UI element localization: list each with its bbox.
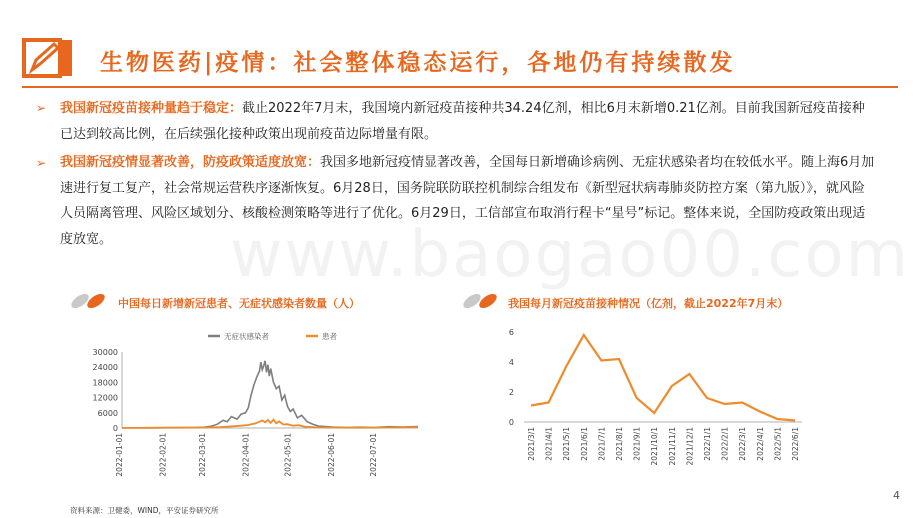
- edit-document-icon: [22, 38, 74, 80]
- x-tick-label: 2021/6/1: [579, 427, 589, 461]
- paragraph-body: 截止2022年7月末，我国境内新冠疫苗接种共34.24亿剂，相比6月末新增0.21亿剂。目前我国新冠疫苗接种已达到较高比例，在后续强化接种政策出现前疫苗边际增量有限。: [60, 101, 865, 142]
- x-tick-label: 2021/3/1: [527, 427, 537, 461]
- y-tick-label: 6: [508, 328, 514, 337]
- x-tick-label: 2022-01-01: [115, 433, 124, 477]
- x-tick-label: 2021/5/1: [562, 427, 572, 461]
- y-tick-label: 6000: [97, 408, 118, 418]
- x-tick-label: 2022-02-01: [158, 433, 168, 477]
- daily-cases-chart: [60, 318, 430, 478]
- x-tick-label: 2021/10/1: [650, 427, 660, 466]
- x-tick-label: 2021/11/1: [667, 427, 677, 466]
- chart-title-decoration-icon: [460, 292, 504, 310]
- source-note: 资料来源：卫健委，WIND，平安证券研究所: [70, 506, 219, 515]
- x-tick-label: 2021/12/1: [685, 427, 695, 466]
- x-tick-label: 2022-03-01: [197, 433, 207, 477]
- x-tick-label: 2022/4/1: [755, 427, 765, 461]
- bullet-arrow-icon: ➢: [36, 156, 47, 170]
- y-tick-label: 30000: [92, 348, 118, 357]
- chart-title-vaccination: 我国每月新冠疫苗接种情况（亿剂，截止2022年7月末）: [508, 297, 789, 310]
- page-title: 生物医药|疫情：社会整体稳态运行，各地仍有持续散发: [100, 49, 736, 76]
- page-number: 4: [893, 489, 900, 502]
- y-tick-label: 4: [508, 358, 514, 367]
- x-tick-label: 2022/1/1: [702, 427, 712, 461]
- y-tick-label: 24000: [92, 363, 118, 373]
- bullet-arrow-icon: ➢: [36, 101, 47, 115]
- x-tick-label: 2022-07-01: [368, 433, 378, 477]
- x-tick-label: 2022/3/1: [738, 427, 748, 461]
- series-line-asymptomatic: [122, 361, 418, 428]
- x-tick-label: 2022-06-01: [326, 433, 336, 477]
- paragraph-lead: 我国新冠疫情显著改善，防疫政策适度放宽：: [60, 155, 321, 170]
- x-tick-label: 2022/5/1: [773, 427, 783, 461]
- chart-title-decoration-icon: [68, 292, 112, 310]
- y-tick-label: 12000: [92, 393, 118, 403]
- paragraph-lead: 我国新冠疫苗接种量趋于稳定：: [60, 101, 243, 116]
- x-tick-label: 2021/7/1: [597, 427, 607, 461]
- y-tick-label: 0: [508, 418, 514, 427]
- x-tick-label: 2022/6/1: [790, 427, 800, 461]
- vaccination-chart: [480, 318, 820, 478]
- x-tick-label: 2022-05-01: [283, 433, 293, 477]
- x-tick-label: 2021/8/1: [615, 427, 625, 461]
- legend-label: 患者: [322, 332, 337, 341]
- y-tick-label: 18000: [92, 378, 118, 388]
- watermark: www.baogao00.com: [230, 218, 910, 292]
- x-tick-label: 2022/2/1: [720, 427, 730, 461]
- chart-title-daily-cases: 中国每日新增新冠患者、无症状感染者数量（人）: [118, 297, 360, 310]
- series-line-vaccination: [531, 335, 795, 421]
- legend-label: 无症状感染者: [224, 332, 269, 341]
- x-tick-label: 2021/9/1: [632, 427, 642, 461]
- y-tick-label: 0: [112, 424, 118, 433]
- series-line-patients: [122, 420, 418, 428]
- x-tick-label: 2021/4/1: [544, 427, 554, 461]
- paragraph-body: 我国多地新冠疫情显著改善，全国每日新增确诊病例、无症状感染者均在较低水平。随上海6月加速进行复工复产，社会常规运营秩序逐渐恢复。6月28日，国务院联防联控机制综合组发布《新型冠状病毒肺炎防控方案（第九版）》，就风险人员隔离管理、风险区域划分、核酸检测策略等进行了优化。6月29日，工信部宣布取消行程卡“星号”标记。整体来说，全国防疫政策出现适度放宽。: [60, 155, 875, 247]
- title-divider: [22, 86, 898, 88]
- paragraph-vaccination: [60, 96, 875, 147]
- x-tick-label: 2022-04-01: [241, 433, 251, 477]
- y-tick-label: 2: [508, 388, 514, 397]
